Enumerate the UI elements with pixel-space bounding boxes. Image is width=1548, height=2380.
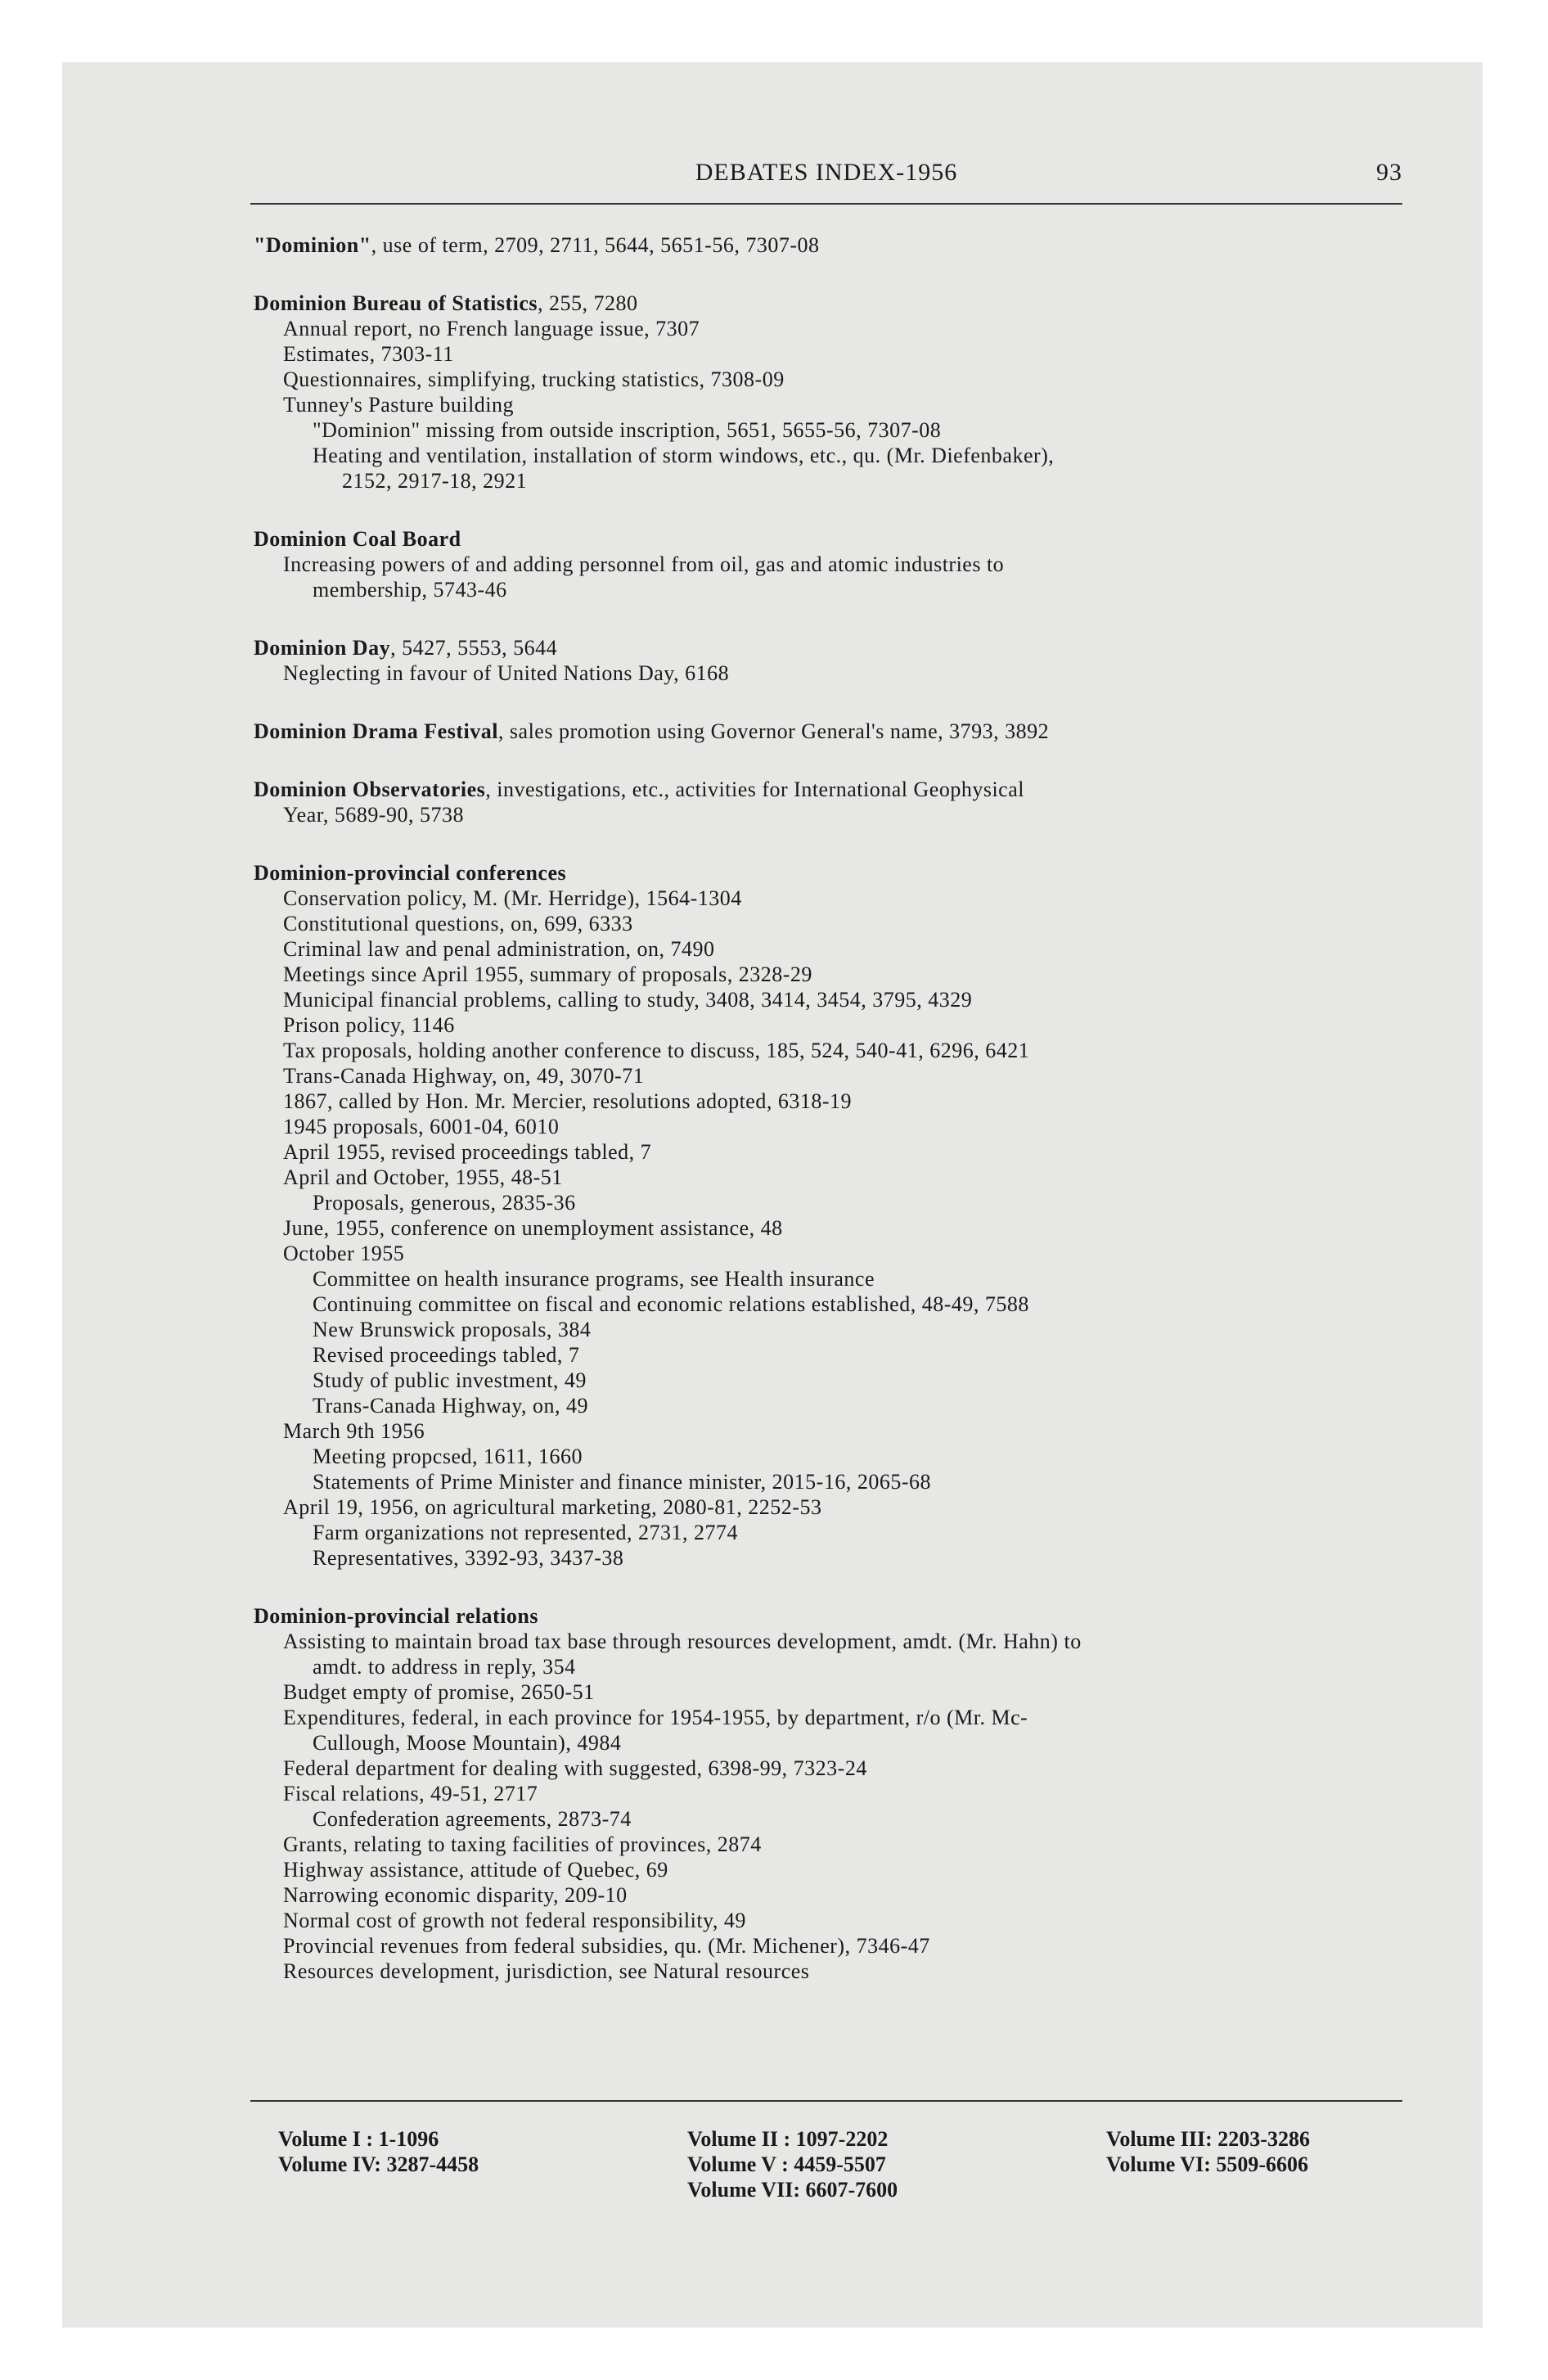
subentry-line: Year, 5689-90, 5738 [283, 803, 465, 827]
subentry-line: membership, 5743-46 [313, 578, 507, 602]
subentry-line: Expenditures, federal, in each province for 1954-1955, by department, r/o (Mr. Mc- [283, 1706, 1028, 1729]
entry-heading: Dominion-provincial relations [254, 1604, 538, 1628]
subentry-line: June, 1955, conference on unemployment assistance, 48 [283, 1216, 783, 1240]
subentry-line: Narrowing economic disparity, 209-10 [283, 1883, 628, 1907]
subentry-line: Tunney's Pasture building [283, 393, 515, 417]
entry-heading: Dominion Drama Festival [254, 719, 498, 743]
entry-heading: Dominion-provincial conferences [254, 861, 567, 885]
subentry-line: Federal department for dealing with suggested, 6398-99, 7323-24 [283, 1756, 867, 1780]
subentry-line: Meeting propcsed, 1611, 1660 [313, 1445, 583, 1468]
footer-rule [250, 2100, 1402, 2102]
subentry-line: Tax proposals, holding another conference to discuss, 185, 524, 540-41, 6296, 6421 [283, 1039, 1030, 1062]
subentry-line: Questionnaires, simplifying, trucking statistics, 7308-09 [283, 367, 785, 391]
subentry-line: April 1955, revised proceedings tabled, 7 [283, 1140, 652, 1164]
subentry-line: Assisting to maintain broad tax base through resources development, amdt. (Mr. Hahn) to [283, 1629, 1082, 1653]
subentry-line: 2152, 2917-18, 2921 [342, 469, 528, 493]
subentry-line: Constitutional questions, on, 699, 6333 [283, 912, 633, 935]
subentry-line: Municipal financial problems, calling to study, 3408, 3414, 3454, 3795, 4329 [283, 988, 973, 1012]
subentry-line: Neglecting in favour of United Nations Day, 6168 [283, 661, 730, 685]
subentry-line: Confederation agreements, 2873-74 [313, 1807, 632, 1831]
subentry-line: Estimates, 7303-11 [283, 342, 454, 366]
subentry-line: New Brunswick proposals, 384 [313, 1318, 592, 1341]
volume-range: Volume VII: 6607-7600 [687, 2178, 898, 2202]
entry-heading-line [254, 291, 1399, 316]
index-entry [254, 1603, 1399, 1984]
subentry-line: Budget empty of promise, 2650-51 [283, 1680, 595, 1704]
subentry-line: Grants, relating to taxing facilities of provinces, 2874 [283, 1832, 762, 1856]
subentry-line: Meetings since April 1955, summary of proposals, 2328-29 [283, 962, 812, 986]
entry-heading-line [254, 232, 1399, 258]
subentry-line: Committee on health insurance programs, see Health insurance [313, 1267, 875, 1291]
index-entry [254, 526, 1399, 602]
entry-heading-line [254, 860, 1399, 886]
entry-heading-line [254, 777, 1399, 802]
subentry-line: Representatives, 3392-93, 3437-38 [313, 1546, 624, 1570]
entry-heading: Dominion Day [254, 636, 391, 660]
volume-range: Volume II : 1097-2202 [687, 2127, 889, 2151]
entry-heading: Dominion Coal Board [254, 527, 461, 551]
index-entry [254, 635, 1399, 686]
entry-heading-line [254, 526, 1399, 552]
volume-range: Volume V : 4459-5507 [687, 2152, 886, 2176]
index-entry [254, 860, 1399, 1571]
subentry-line: Criminal law and penal administration, on, 7490 [283, 937, 715, 961]
subentry-line: Fiscal relations, 49-51, 2717 [283, 1782, 538, 1805]
header-rule [250, 203, 1402, 205]
subentry-line: Statements of Prime Minister and finance minister, 2015-16, 2065-68 [313, 1470, 931, 1494]
subentry-line: "Dominion" missing from outside inscription, 5651, 5655-56, 7307-08 [313, 418, 942, 442]
subentry-line: April 19, 1956, on agricultural marketing, 2080-81, 2252-53 [283, 1495, 822, 1519]
index-entry [254, 291, 1399, 494]
subentry-line: Trans-Canada Highway, on, 49 [313, 1394, 589, 1418]
index-entry [254, 777, 1399, 827]
volume-column-2 [687, 2126, 898, 2202]
subentry-line: Study of public investment, 49 [313, 1368, 587, 1392]
subentry-line: Trans-Canada Highway, on, 49, 3070-71 [283, 1064, 645, 1088]
subentry-line: 1867, called by Hon. Mr. Mercier, resolutions adopted, 6318-19 [283, 1089, 852, 1113]
volume-key [250, 2126, 1402, 2233]
subentry-line: Normal cost of growth not federal responsibility, 49 [283, 1909, 746, 1932]
entry-heading-references: , use of term, 2709, 2711, 5644, 5651-56, 7307-08 [371, 233, 820, 257]
volume-column-1 [278, 2126, 479, 2177]
page-header [250, 159, 1402, 192]
entry-heading: Dominion Bureau of Statistics [254, 291, 538, 315]
index-body [254, 232, 1399, 1984]
volume-range: Volume III: 2203-3286 [1106, 2127, 1310, 2151]
subentry-line: 1945 proposals, 6001-04, 6010 [283, 1115, 560, 1138]
entry-heading: Dominion Observatories [254, 778, 486, 801]
volume-column-3 [1106, 2126, 1310, 2177]
volume-range: Volume IV: 3287-4458 [278, 2152, 479, 2176]
page-number: 93 [1376, 159, 1402, 186]
entry-heading-line [254, 1603, 1399, 1629]
subentry-line: Highway assistance, attitude of Quebec, 69 [283, 1858, 668, 1882]
entry-heading-line [254, 719, 1399, 744]
subentry-line: Cullough, Moose Mountain), 4984 [313, 1731, 622, 1755]
subentry-line: Conservation policy, M. (Mr. Herridge), 1564-1304 [283, 886, 742, 910]
subentry-line: Farm organizations not represented, 2731, 2774 [313, 1521, 739, 1544]
subentry-line: Resources development, jurisdiction, see Natural resources [283, 1959, 810, 1983]
subentry-line: March 9th 1956 [283, 1419, 425, 1443]
subentry-line: October 1955 [283, 1242, 405, 1265]
subentry-line: Provincial revenues from federal subsidies, qu. (Mr. Michener), 7346-47 [283, 1934, 930, 1958]
entry-heading-references: , 255, 7280 [538, 291, 638, 315]
subentry-line: Continuing committee on fiscal and economic relations established, 48-49, 7588 [313, 1292, 1029, 1316]
volume-range: Volume VI: 5509-6606 [1106, 2152, 1309, 2176]
subentry-line: April and October, 1955, 48-51 [283, 1165, 563, 1189]
entry-heading-references: , investigations, etc., activities for International Geophysical [485, 778, 1024, 801]
subentry-line: Annual report, no French language issue, 7307 [283, 317, 700, 340]
index-entry [254, 719, 1399, 744]
subentry-line: Increasing powers of and adding personnel from oil, gas and atomic industries to [283, 552, 1005, 576]
running-title: DEBATES INDEX-1956 [695, 159, 958, 186]
subentry-line: amdt. to address in reply, 354 [313, 1655, 576, 1679]
entry-heading: "Dominion" [254, 233, 371, 257]
subentry-line: Revised proceedings tabled, 7 [313, 1343, 580, 1367]
entry-heading-line [254, 635, 1399, 660]
subentry-line: Heating and ventilation, installation of storm windows, etc., qu. (Mr. Diefenbaker), [313, 444, 1055, 467]
subentry-line: Prison policy, 1146 [283, 1013, 455, 1037]
entry-heading-references: , 5427, 5553, 5644 [390, 636, 558, 660]
entry-heading-references: , sales promotion using Governor General's name, 3793, 3892 [497, 719, 1050, 743]
subentry-line: Proposals, generous, 2835-36 [313, 1191, 576, 1215]
volume-range: Volume I : 1-1096 [278, 2127, 439, 2151]
index-entry [254, 232, 1399, 258]
